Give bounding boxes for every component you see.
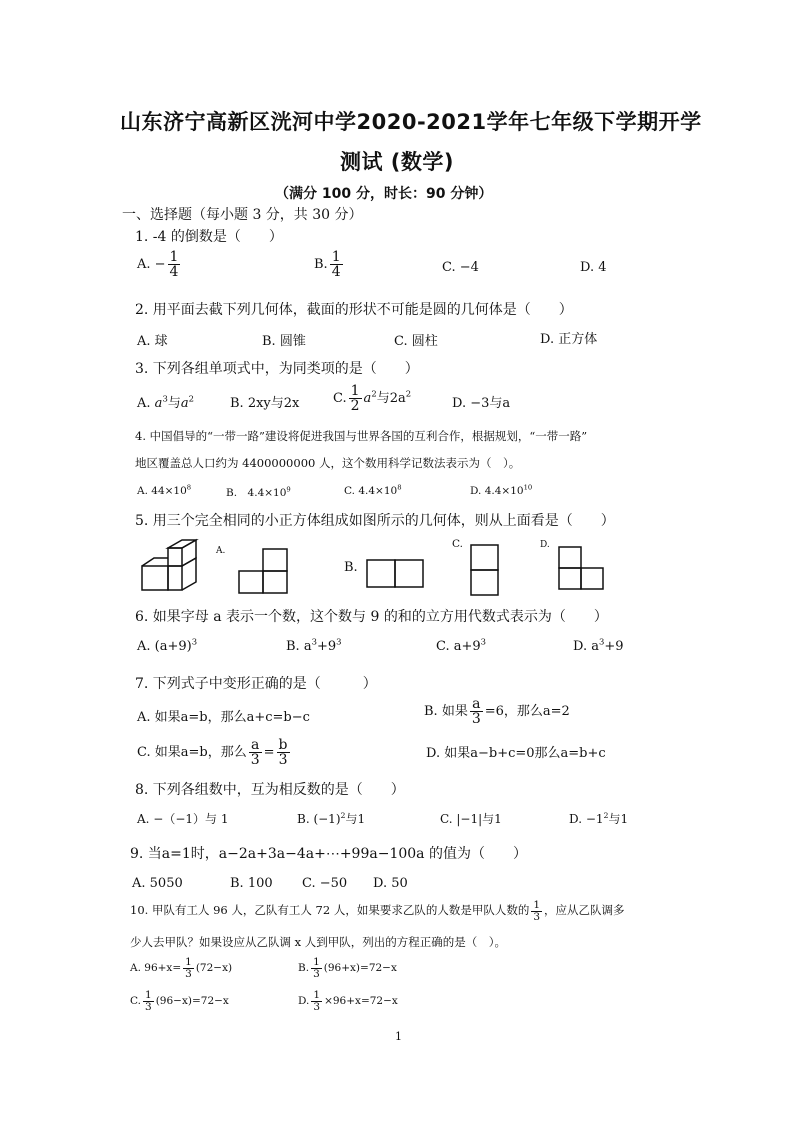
connector: 与	[167, 396, 181, 411]
question-4-option-d	[470, 485, 532, 497]
question-2-stem: 2. 用平面去截下列几何体，截面的形状不可能是圆的几何体是（ ）	[135, 302, 573, 318]
equals-sign: =	[263, 745, 275, 760]
stem-text: ，应从乙队调多	[544, 903, 625, 917]
question-3-stem: 3. 下列各组单项式中，为同类项的是（ ）	[135, 361, 419, 377]
denominator: 4	[169, 264, 179, 280]
option-c-text: C. a+9	[436, 639, 481, 654]
question-3-option-d: D. −3与a	[452, 396, 511, 411]
option-c-prefix: C. 如果a=b，那么	[137, 745, 247, 760]
numerator: 1	[350, 383, 360, 399]
question-2-option-a: A. 球	[137, 334, 168, 349]
numerator: b	[278, 737, 288, 753]
option-b-tail: +9	[316, 639, 337, 654]
question-7-stem: 7. 下列式子中变形正确的是（ ）	[135, 676, 377, 692]
question-2-option-d: D. 正方体	[540, 332, 598, 347]
option-a-prefix: A. −	[137, 257, 166, 272]
question-1-option-d: D. 4	[580, 260, 607, 275]
fraction	[183, 957, 194, 979]
question-8-option-d	[569, 810, 628, 827]
title-line-2: 测试 (数学)	[340, 150, 455, 174]
exponent: 3	[311, 636, 317, 647]
variable: a	[154, 396, 163, 411]
exponent: 8	[397, 483, 402, 492]
section-heading: 一、选择题（每小题 3 分，共 30 分）	[122, 207, 363, 223]
stem-text: 10. 甲队有工人 96 人，乙队有工人 72 人，如果要求乙队的人数是甲队人数的	[130, 903, 530, 917]
question-9-option-c: C. −50	[302, 876, 348, 891]
fraction	[531, 900, 542, 922]
exponent: 3	[480, 636, 487, 647]
question-4-option-c	[344, 485, 402, 497]
question-10-option-a	[130, 957, 232, 979]
question-7-option-b	[424, 697, 570, 726]
option-a-top-view	[238, 548, 288, 594]
title-line-1: 山东济宁高新区洸河中学2020-2021学年七年级下学期开学	[120, 110, 702, 134]
option-b-tail: =6，那么a=2	[484, 704, 570, 719]
question-9-option-a: A. 5050	[132, 876, 183, 891]
denominator: 3	[278, 752, 288, 768]
page-number: 1	[395, 1030, 402, 1043]
numerator: a	[249, 738, 262, 753]
option-c-prefix: C.	[130, 995, 141, 1007]
fraction	[311, 957, 322, 979]
option-d-text: D. 4.4×10	[470, 485, 524, 497]
option-b-prefix: B.	[298, 962, 310, 974]
question-2-option-b: B. 圆锥	[262, 334, 306, 349]
subtitle: （满分 100 分，时长：90 分钟）	[275, 186, 493, 202]
option-a-text: A. 44×10	[137, 485, 187, 497]
option-b-tail: (96+x)=72−x	[323, 962, 397, 974]
cube-solid-figure	[138, 538, 200, 594]
question-1-option-a	[137, 250, 182, 279]
question-4-option-b	[226, 485, 291, 500]
option-d-text: D. −1	[569, 812, 604, 826]
question-4-option-a	[137, 485, 191, 497]
question-2-option-c: C. 圆柱	[394, 334, 438, 349]
numerator: 1	[313, 989, 321, 1001]
fraction	[349, 384, 362, 413]
exponent: 3	[336, 636, 342, 647]
exponent: 3	[598, 636, 605, 647]
exponent: 2	[405, 388, 412, 399]
question-10-option-b	[298, 957, 397, 979]
numerator: 1	[533, 899, 541, 911]
question-10-option-c	[130, 990, 229, 1012]
question-7-option-a: A. 如果a=b，那么a+c=b−c	[137, 710, 310, 725]
option-c-top-view	[470, 544, 500, 596]
question-8-option-b	[297, 810, 365, 827]
denominator: 3	[313, 967, 320, 980]
denominator: 3	[250, 752, 260, 768]
numerator: 1	[331, 249, 341, 265]
question-10-stem-line-1	[130, 900, 625, 922]
option-a-prefix: A.	[137, 396, 151, 411]
denominator: 3	[533, 910, 541, 923]
exponent: 2	[188, 393, 194, 404]
option-b-prefix: B.	[314, 257, 328, 272]
option-b-text: B. a	[286, 639, 312, 654]
option-a-text: A. (a+9)	[137, 639, 192, 654]
question-6-option-c	[436, 636, 487, 654]
denominator: 3	[313, 1000, 321, 1013]
numerator: 1	[185, 956, 192, 968]
exponent: 9	[286, 485, 291, 494]
question-6-stem: 6. 如果字母 a 表示一个数，这个数与 9 的和的立方用代数式表示为（ ）	[135, 609, 608, 625]
option-a-tail: (72−x)	[195, 962, 233, 974]
option-d-tail: ×96+x=72−x	[324, 995, 398, 1007]
question-10-stem-line-2: 少人去甲队？如果设应从乙队调 x 人到甲队，列出的方程正确的是（ ）。	[130, 935, 507, 949]
figure-label-d: D.	[540, 540, 550, 550]
exponent: 2	[603, 811, 609, 820]
fraction	[311, 990, 322, 1012]
option-d-tail: 与1	[608, 812, 629, 826]
connector: 与2a	[376, 391, 406, 406]
question-1-stem: 1. -4 的倒数是（ ）	[135, 229, 283, 245]
exponent: 3	[162, 393, 168, 404]
option-c-tail: (96−x)=72−x	[155, 995, 229, 1007]
option-b-text: B. (−1)	[297, 812, 341, 826]
option-d-prefix: D.	[298, 995, 310, 1007]
figure-label-b: B.	[344, 560, 358, 575]
question-4-stem-line-1: 4. 中国倡导的“一带一路”建设将促进我国与世界各国的互利合作，根据规划，“一带一路”	[135, 429, 588, 443]
numerator: 1	[169, 249, 179, 265]
question-8-stem: 8. 下列各组数中，互为相反数的是（ ）	[135, 782, 405, 798]
question-1-option-c: C. −4	[442, 260, 479, 275]
option-b-tail: 与1	[345, 812, 366, 826]
question-3-option-b: B. 2xy与2x	[230, 396, 300, 411]
option-b-text: B. 4.4×10	[226, 487, 287, 499]
fraction	[277, 738, 290, 767]
question-7-option-c	[137, 738, 292, 767]
option-d-text: D. a	[573, 639, 599, 654]
denominator: 3	[145, 1000, 152, 1013]
question-5-stem: 5. 用三个完全相同的小正方体组成如图所示的几何体，则从上面看是（ ）	[135, 513, 615, 529]
option-d-tail: +9	[604, 639, 624, 654]
numerator: 1	[145, 989, 152, 1001]
denominator: 3	[471, 711, 481, 727]
exponent: 2	[371, 388, 377, 399]
question-6-option-b	[286, 636, 342, 654]
exponent: 3	[191, 636, 198, 647]
fraction	[143, 990, 154, 1012]
question-8-option-c: C. |−1|与1	[440, 812, 502, 826]
exponent: 10	[523, 483, 533, 492]
question-4-stem-line-2: 地区覆盖总人口约为 4400000000 人，这个数用科学记数法表示为（ ）。	[135, 456, 521, 470]
option-c-prefix: C.	[333, 391, 347, 406]
question-9-option-d: D. 50	[373, 876, 408, 891]
exponent: 2	[340, 811, 346, 820]
figure-label-a: A.	[216, 546, 226, 556]
numerator: 1	[313, 956, 320, 968]
option-c-text: C. 4.4×10	[344, 485, 398, 497]
question-9-option-b: B. 100	[230, 876, 273, 891]
variable: a	[363, 391, 372, 406]
question-1-option-b	[314, 250, 345, 279]
fraction	[330, 250, 343, 279]
denominator: 3	[185, 967, 192, 980]
fraction	[249, 738, 262, 767]
exponent: 8	[186, 483, 192, 492]
option-b-top-view	[366, 559, 424, 589]
question-10-option-d	[298, 990, 398, 1012]
fraction	[470, 697, 483, 726]
denominator: 4	[331, 264, 341, 280]
figure-label-c: C.	[452, 538, 463, 550]
question-8-option-a: A. −（−1）与 1	[137, 812, 229, 826]
denominator: 2	[350, 398, 360, 414]
option-b-prefix: B. 如果	[424, 704, 468, 719]
question-6-option-a	[137, 636, 198, 654]
question-3-option-a	[137, 392, 194, 411]
question-7-option-d: D. 如果a−b+c=0那么a=b+c	[426, 746, 606, 761]
variable: a	[180, 396, 189, 411]
numerator: a	[470, 697, 483, 712]
option-d-top-view	[558, 546, 604, 590]
question-6-option-d	[573, 636, 624, 654]
question-9-stem: 9. 当a=1时，a−2a+3a−4a+⋯+99a−100a 的值为（ ）	[130, 846, 527, 862]
question-3-option-c	[333, 384, 411, 413]
option-a-prefix: A. 96+x=	[130, 962, 182, 974]
fraction	[168, 250, 181, 279]
